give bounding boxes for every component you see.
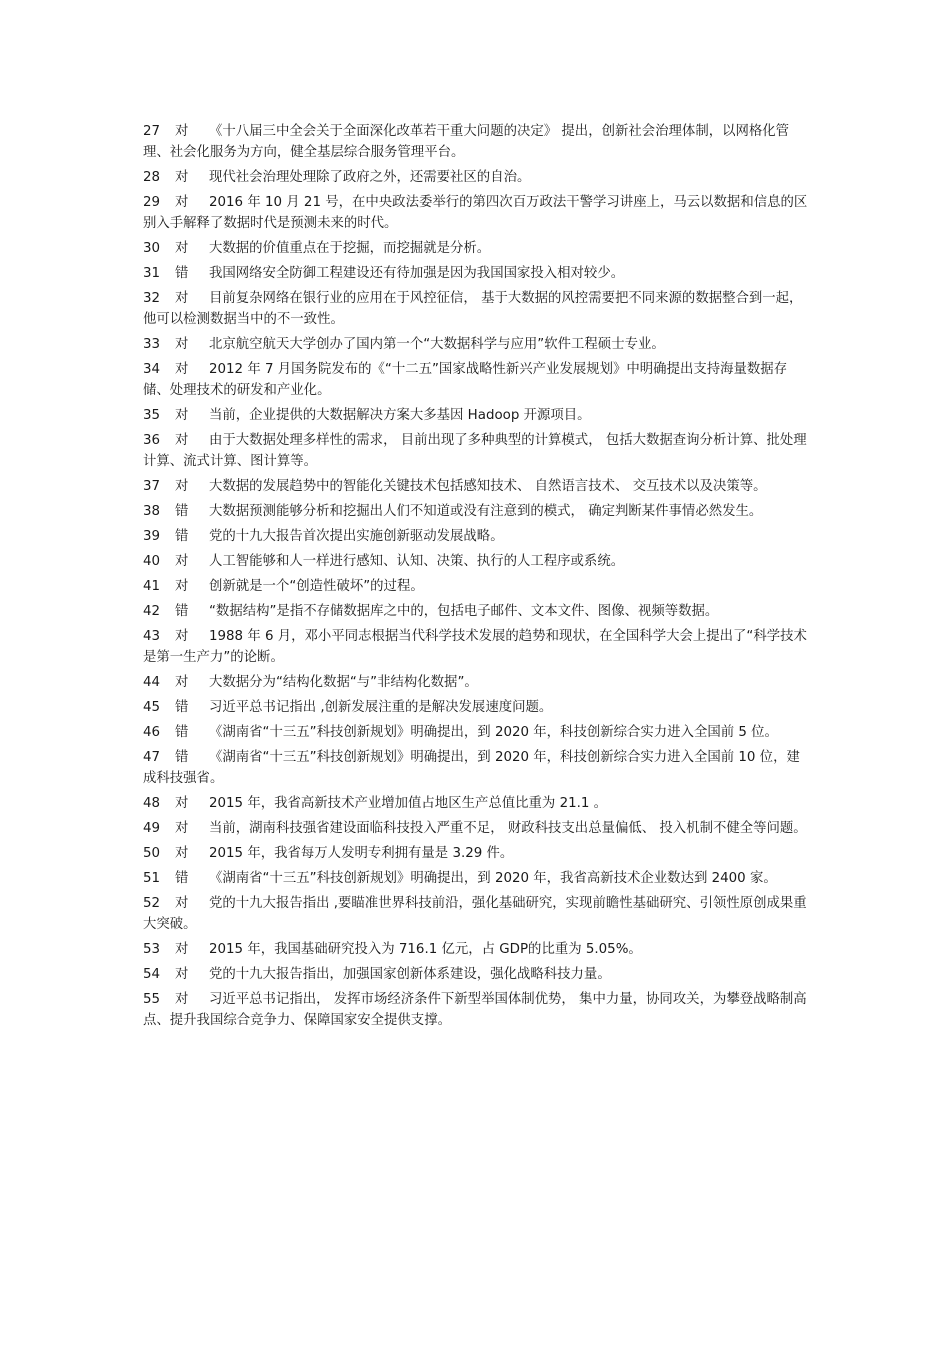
list-item	[143, 430, 808, 472]
item-answer: 错	[175, 504, 189, 519]
list-item	[143, 288, 808, 330]
item-number: 31	[143, 266, 161, 281]
list-item	[143, 722, 808, 743]
item-answer: 对	[175, 124, 189, 139]
item-answer: 对	[175, 170, 189, 185]
item-number: 28	[143, 170, 161, 185]
list-item	[143, 939, 808, 960]
item-number: 44	[143, 675, 161, 690]
item-text: 大数据预测能够分析和挖掘出人们不知道或没有注意到的模式， 确定判断某件事情必然发生。	[209, 504, 763, 519]
list-item	[143, 526, 808, 547]
item-answer: 错	[175, 266, 189, 281]
item-text: 1988 年 6 月，邓小平同志根据当代科学技术发展的趋势和现状，在全国科学大会上提出了“科学技术是第一生产力”的论断。	[143, 629, 807, 665]
item-text: 北京航空航天大学创办了国内第一个“大数据科学与应用”软件工程硕士专业。	[209, 337, 665, 352]
item-text: 《湖南省“十三五”科技创新规划》明确提出，到 2020 年，科技创新综合实力进入全国前 5 位。	[209, 725, 778, 740]
list-item	[143, 601, 808, 622]
item-text: 创新就是一个“创造性破坏”的过程。	[209, 579, 424, 594]
item-number: 38	[143, 504, 161, 519]
item-text: “数据结构”是指不存储数据库之中的，包括电子邮件、文本文件、图像、视频等数据。	[209, 604, 719, 619]
item-text: 人工智能够和人一样进行感知、认知、决策、执行的人工程序或系统。	[209, 554, 625, 569]
item-number: 43	[143, 629, 161, 644]
list-item	[143, 359, 808, 401]
item-text: 习近平总书记指出 ,创新发展注重的是解决发展速度问题。	[209, 700, 553, 715]
item-answer: 对	[175, 821, 189, 836]
item-number: 30	[143, 241, 161, 256]
item-text: 2015 年，我省高新技术产业增加值占地区生产总值比重为 21.1 。	[209, 796, 608, 811]
item-number: 45	[143, 700, 161, 715]
item-answer: 对	[175, 896, 189, 911]
list-item	[143, 893, 808, 935]
item-text: 大数据的价值重点在于挖掘，而挖掘就是分析。	[209, 241, 491, 256]
item-text: 党的十九大报告首次提出实施创新驱动发展战略。	[209, 529, 504, 544]
list-item	[143, 576, 808, 597]
item-text: 2015 年，我省每万人发明专利拥有量是 3.29 件。	[209, 846, 514, 861]
item-answer: 对	[175, 433, 189, 448]
item-answer: 对	[175, 291, 189, 306]
item-answer: 对	[175, 992, 189, 1007]
list-item	[143, 551, 808, 572]
item-number: 35	[143, 408, 161, 423]
list-item	[143, 793, 808, 814]
list-item	[143, 843, 808, 864]
item-answer: 对	[175, 579, 189, 594]
list-item	[143, 192, 808, 234]
item-answer: 对	[175, 967, 189, 982]
item-number: 55	[143, 992, 161, 1007]
item-text: 当前，湖南科技强省建设面临科技投入严重不足， 财政科技支出总量偏低、 投入机制不健全等问题。	[209, 821, 807, 836]
list-item	[143, 167, 808, 188]
item-text: 《十八届三中全会关于全面深化改革若干重大问题的决定》 提出，创新社会治理体制，以网格化管理、社会化服务为方向，健全基层综合服务管理平台。	[143, 124, 790, 160]
list-item	[143, 964, 808, 985]
list-item	[143, 501, 808, 522]
item-number: 34	[143, 362, 161, 377]
list-item	[143, 818, 808, 839]
item-number: 51	[143, 871, 161, 886]
item-text: 大数据分为“结构化数据“与”非结构化数据”。	[209, 675, 478, 690]
item-text: 大数据的发展趋势中的智能化关键技术包括感知技术、 自然语言技术、 交互技术以及决策等。	[209, 479, 767, 494]
item-text: 2016 年 10 月 21 号，在中央政法委举行的第四次百万政法干警学习讲座上，马云以数据和信息的区别入手解释了数据时代是预测未来的时代。	[143, 195, 808, 231]
list-item	[143, 263, 808, 284]
list-item	[143, 238, 808, 259]
item-number: 41	[143, 579, 161, 594]
answer-list	[143, 121, 808, 1035]
item-answer: 错	[175, 871, 189, 886]
item-text: 目前复杂网络在银行业的应用在于风控征信， 基于大数据的风控需要把不同来源的数据整合到一起，他可以检测数据当中的不一致性。	[143, 291, 803, 327]
item-number: 29	[143, 195, 161, 210]
list-item	[143, 989, 808, 1031]
item-answer: 对	[175, 554, 189, 569]
item-answer: 对	[175, 846, 189, 861]
item-answer: 对	[175, 629, 189, 644]
item-answer: 对	[175, 195, 189, 210]
item-number: 32	[143, 291, 161, 306]
item-number: 49	[143, 821, 161, 836]
list-item	[143, 672, 808, 693]
list-item	[143, 476, 808, 497]
item-answer: 错	[175, 604, 189, 619]
item-text: 党的十九大报告指出，加强国家创新体系建设，强化战略科技力量。	[209, 967, 611, 982]
item-number: 33	[143, 337, 161, 352]
item-number: 27	[143, 124, 161, 139]
item-number: 36	[143, 433, 161, 448]
item-number: 48	[143, 796, 161, 811]
item-number: 39	[143, 529, 161, 544]
item-text: 当前，企业提供的大数据解决方案大多基因 Hadoop 开源项目。	[209, 408, 591, 423]
item-text: 2015 年，我国基础研究投入为 716.1 亿元，占 GDP的比重为 5.05%。	[209, 942, 642, 957]
item-text: 《湖南省“十三五”科技创新规划》明确提出，到 2020 年，科技创新综合实力进入全国前 10 位，建成科技强省。	[143, 750, 800, 786]
item-answer: 错	[175, 700, 189, 715]
list-item	[143, 747, 808, 789]
item-answer: 对	[175, 362, 189, 377]
item-number: 53	[143, 942, 161, 957]
item-number: 40	[143, 554, 161, 569]
item-answer: 对	[175, 942, 189, 957]
item-number: 42	[143, 604, 161, 619]
item-text: 我国网络安全防御工程建设还有待加强是因为我国国家投入相对较少。	[209, 266, 625, 281]
list-item	[143, 405, 808, 426]
item-answer: 错	[175, 750, 189, 765]
item-text: 2012 年 7 月国务院发布的《“十二五”国家战略性新兴产业发展规划》中明确提出支持海量数据存储、处理技术的研发和产业化。	[143, 362, 788, 398]
list-item	[143, 121, 808, 163]
item-number: 50	[143, 846, 161, 861]
item-text: 现代社会治理处理除了政府之外，还需要社区的自治。	[209, 170, 531, 185]
item-answer: 对	[175, 675, 189, 690]
item-answer: 对	[175, 408, 189, 423]
item-number: 52	[143, 896, 161, 911]
item-answer: 错	[175, 529, 189, 544]
item-answer: 对	[175, 241, 189, 256]
item-answer: 对	[175, 796, 189, 811]
list-item	[143, 697, 808, 718]
list-item	[143, 868, 808, 889]
item-text: 由于大数据处理多样性的需求， 目前出现了多种典型的计算模式， 包括大数据查询分析计算、批处理计算、流式计算、图计算等。	[143, 433, 807, 469]
item-number: 46	[143, 725, 161, 740]
item-number: 37	[143, 479, 161, 494]
item-answer: 错	[175, 725, 189, 740]
item-number: 47	[143, 750, 161, 765]
item-text: 《湖南省“十三五”科技创新规划》明确提出，到 2020 年，我省高新技术企业数达到 2400 家。	[209, 871, 777, 886]
item-text: 党的十九大报告指出 ,要瞄准世界科技前沿，强化基础研究，实现前瞻性基础研究、引领性原创成果重大突破。	[143, 896, 807, 932]
list-item	[143, 334, 808, 355]
item-number: 54	[143, 967, 161, 982]
item-answer: 对	[175, 479, 189, 494]
item-answer: 对	[175, 337, 189, 352]
item-text: 习近平总书记指出， 发挥市场经济条件下新型举国体制优势， 集中力量，协同攻关，为攀登战略制高点、提升我国综合竞争力、保障国家安全提供支撑。	[143, 992, 807, 1028]
list-item	[143, 626, 808, 668]
